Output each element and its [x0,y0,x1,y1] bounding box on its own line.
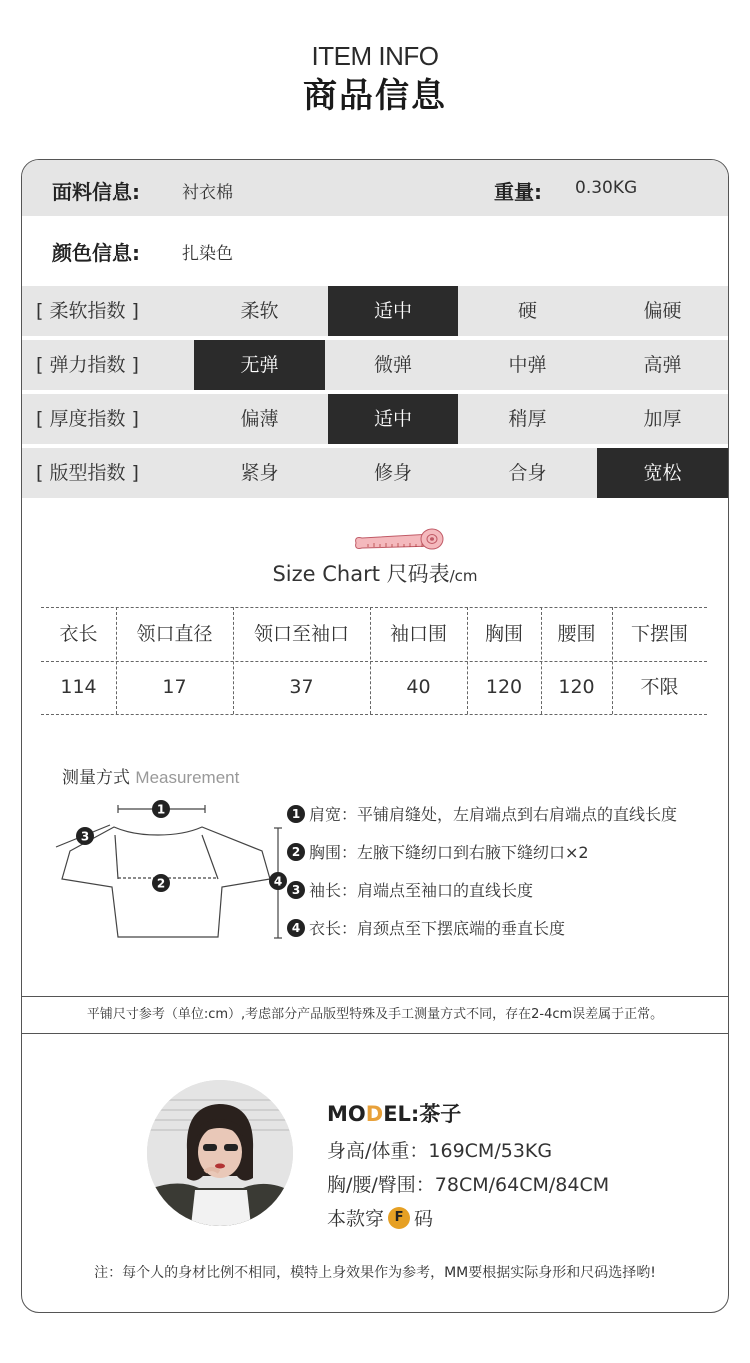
size-value-cell: 17 [162,676,187,698]
measurement-item [287,876,727,914]
index-option: 适中 [328,394,458,444]
index-option: 中弹 [508,354,547,376]
table-divider [41,714,707,715]
size-value-cell: 37 [289,676,314,698]
size-chart-title [22,558,728,588]
measurement-text: 胸围：左腋下缝纫口到右腋下缝纫口×2 [309,843,589,862]
measurement-text: 袖长：肩端点至袖口的直线长度 [309,881,534,900]
index-title: [ 厚度指数 ] [36,408,139,430]
size-value-cell: 不限 [640,676,679,698]
index-option: 无弹 [194,340,325,390]
model-info [327,1098,609,1238]
page-header [0,40,750,118]
step-number-badge: 2 [287,843,305,861]
index-row-softness [22,286,728,336]
size-header-cell: 胸围 [484,623,523,645]
weight-value: 0.30KG [575,178,638,198]
index-option: 微弹 [373,354,412,376]
index-title: [ 弹力指数 ] [36,354,139,376]
model-bwh: 胸/腰/臀围：78CM/64CM/84CM [327,1174,610,1196]
step-number-badge: 1 [287,805,305,823]
fabric-value: 衬衣棉 [182,183,233,203]
size-chart-unit: /cm [449,567,478,585]
index-option: 高弹 [643,354,682,376]
index-row-elasticity [22,340,728,390]
model-height-weight: 身高/体重：169CM/53KG [327,1140,553,1162]
color-value: 扎染色 [182,244,233,264]
measurement-item [287,914,727,952]
size-value-cell: 114 [60,676,97,698]
weight-label: 重量: [494,180,542,204]
index-option: 适中 [328,286,458,336]
measurement-title [62,763,239,788]
size-value-cell: 120 [558,676,595,698]
svg-text:2: 2 [156,876,166,891]
model-label-part: MO [327,1102,366,1126]
size-value-cell: 40 [406,676,431,698]
index-option: 硬 [517,300,537,322]
shirt-diagram-icon [52,795,292,945]
size-header-cell: 下摆围 [630,623,688,645]
size-header-cell: 袖口围 [389,623,447,645]
model-avatar [147,1080,293,1226]
index-grid [22,286,728,502]
header-title-en: ITEM INFO [311,41,439,71]
size-badge: F [388,1207,410,1229]
index-option: 合身 [508,462,547,484]
svg-text:3: 3 [80,829,90,844]
model-label-part: EL: [383,1102,420,1126]
color-row [22,216,728,284]
size-header-cell: 领口直径 [136,623,213,645]
measurement-title-en: Measurement [135,768,240,787]
measurement-item [287,800,727,838]
index-option: 偏薄 [240,408,279,430]
measurement-list [287,800,727,952]
model-name-value: 茶子 [419,1102,462,1126]
size-header-cell: 腰围 [557,623,596,645]
wear-prefix: 本款穿 [327,1208,385,1230]
measurement-text: 肩宽：平铺肩缝处，左肩端点到右肩端点的直线长度 [309,805,678,824]
size-table-row [41,661,707,714]
fabric-row [22,160,728,216]
index-option: 柔软 [240,300,279,322]
index-option: 加厚 [643,408,682,430]
model-label-accent: D [365,1102,384,1126]
model-name [327,1098,609,1128]
index-option: 稍厚 [508,408,547,430]
size-header-cell: 衣长 [59,623,98,645]
size-header-cell: 领口至袖口 [253,623,349,645]
index-option: 修身 [373,462,412,484]
size-table-header [41,608,707,661]
measuring-tape-icon [352,526,446,554]
fabric-label: 面料信息: [52,180,140,204]
measurement-text: 衣长：肩颈点至下摆底端的垂直长度 [309,919,566,938]
index-option: 宽松 [597,448,728,498]
size-chart-title-text: Size Chart 尺码表 [272,562,450,586]
info-card [21,159,729,1313]
color-label: 颜色信息: [52,241,140,265]
wear-suffix: 码 [414,1208,434,1230]
measurement-item [287,838,727,876]
footer-note: 注：每个人的身材比例不相同，模特上身效果作为参考，MM要根据实际身形和尺码选择哟! [94,1265,656,1281]
measurement-note: 平铺尺寸参考（单位:cm）,考虑部分产品版型特殊及手工测量方式不同，存在2-4cm误差属于正常。 [22,996,728,1034]
index-title: [ 柔软指数 ] [36,300,139,322]
measurement-title-cn: 测量方式 [62,768,130,788]
model-wear-size [327,1204,609,1238]
size-value-cell: 120 [485,676,523,698]
header-title-cn: 商品信息 [303,76,447,116]
model-portrait-icon [147,1080,293,1226]
size-table [41,607,707,715]
index-title: [ 版型指数 ] [36,462,139,484]
svg-text:1: 1 [156,802,166,817]
index-option: 紧身 [240,462,279,484]
index-row-thickness [22,394,728,444]
step-number-badge: 4 [287,919,305,937]
index-option: 偏硬 [643,300,682,322]
step-number-badge: 3 [287,881,305,899]
svg-text:4: 4 [273,874,283,889]
index-row-fit [22,448,728,498]
